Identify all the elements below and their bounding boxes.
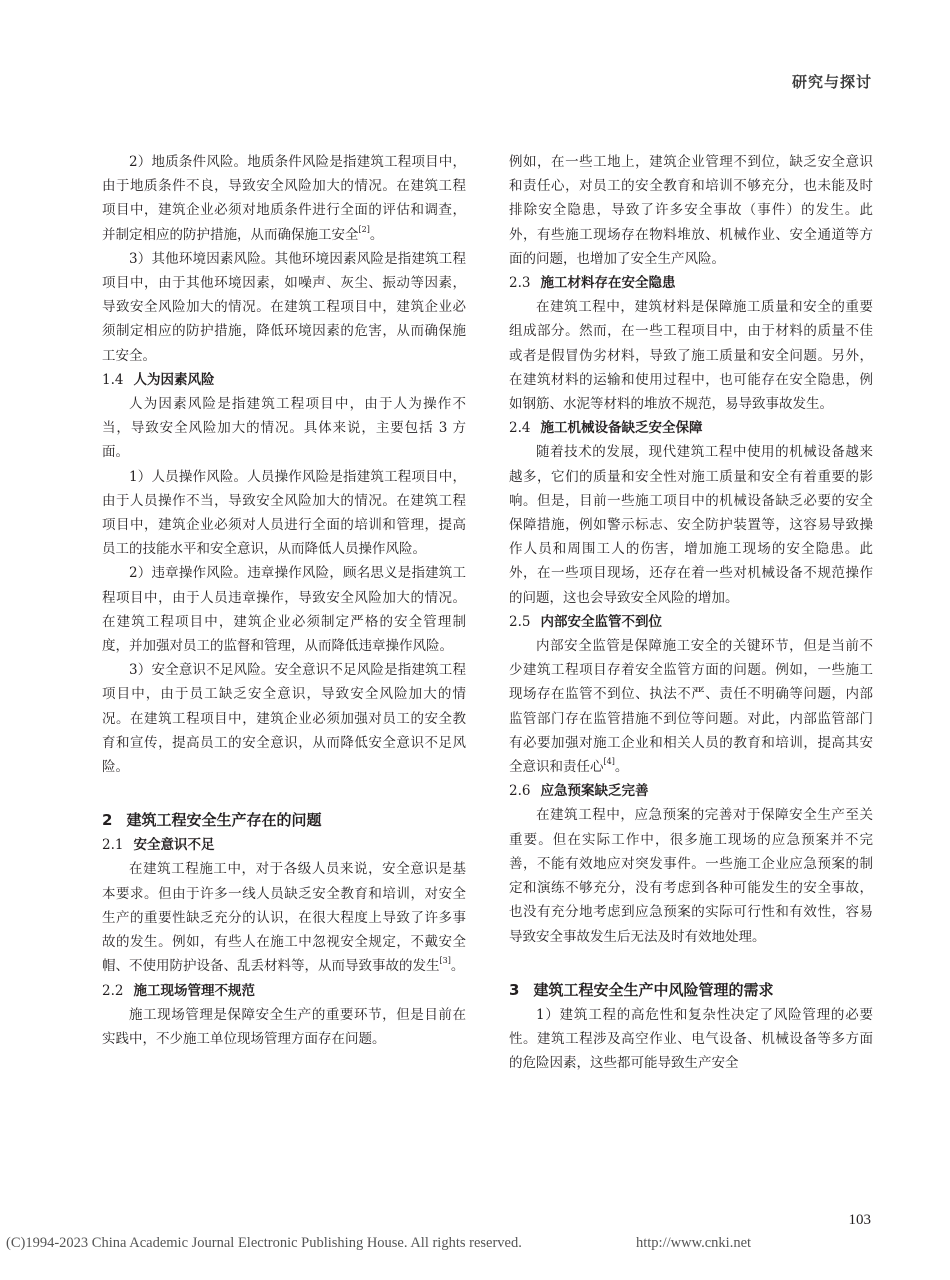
heading-2-2: 2.2 施工现场管理不规范 — [102, 982, 255, 999]
page-number: 103 — [848, 1212, 871, 1228]
paragraph-2-1: 在建筑工程施工中，对于各级人员来说，安全意识是基本要求。但由于许多一线人员缺乏安全教育和培训，对安全生产的重要性缺乏充分的认识，在很大程度上导致了许多事故的发生。例如，有些人在施工中忽视安全规定，不戴安全帽、不使用防护设备、乱丢材料等，从而导致事故的发生[3]。 — [102, 861, 466, 975]
paragraph-environment-risk: 3）其他环境因素风险。其他环境因素风险是指建筑工程项目中，由于其他环境因素，如噪声、灰尘、振动等因素，导致安全风险加大的情况。在建筑工程项目中，建筑企业必须制定相应的防护措施，降低环境因素的危害，从而确保施工安全。 — [102, 250, 466, 364]
section-tag: 研究与探讨 — [791, 73, 872, 91]
paragraph-geology-risk: 2）地质条件风险。地质条件风险是指建筑工程项目中，由于地质条件不良，导致安全风险加大的情况。在建筑工程项目中，建筑企业必须对地质条件进行全面的评估和调查，并制定相应的防护措施，从而确保施工安全[2]。 — [102, 154, 466, 243]
heading-section-3: 3 建筑工程安全生产中风险管理的需求 — [509, 980, 774, 999]
paragraph-2-6: 在建筑工程中，应急预案的完善对于保障安全生产至关重要。但在实际工作中，很多施工现场的应急预案并不完善，不能有效地应对突发事件。一些施工企业应急预案的制定和演练不够充分，没有考虑到各种可能发生的安全事故，也没有充分地考虑到应急预案的实际可行性和有效性，容易导致安全事故发生后无法及时有效地处理。 — [509, 807, 873, 945]
paragraph-operation-risk: 1）人员操作风险。人员操作风险是指建筑工程项目中，由于人员操作不当，导致安全风险加大的情况。在建筑工程项目中，建筑企业必须对人员进行全面的培训和管理，提高员工的技能水平和安全意识，从而降低人员操作风险。 — [102, 468, 466, 558]
heading-1-4: 1.4 人为因素风险 — [102, 371, 215, 388]
paragraph-3-1: 1）建筑工程的高危性和复杂性决定了风险管理的必要性。建筑工程涉及高空作业、电气设备、机械设备等多方面的危险因素，这些都可能导致生产安全 — [509, 1006, 873, 1072]
citation-3[interactable]: [3] — [439, 956, 451, 966]
citation-2[interactable]: [2] — [358, 224, 370, 234]
right-column — [509, 150, 873, 1075]
heading-2-6: 2.6 应急预案缺乏完善 — [509, 783, 649, 800]
paragraph-2-4: 随着技术的发展，现代建筑工程中使用的机械设备越来越多，它们的质量和安全性对施工质量和安全有着重要的影响。但是，目前一些施工项目中的机械设备缺乏必要的安全保障措施，例如警示标志、安全防护装置等，这容易导致操作人员和周围工人的伤害，增加施工现场的安全隐患。此外，在一些项目现场，还存在着一些对机械设备不规范操作的问题，这也会导致安全风险的增加。 — [509, 444, 873, 606]
paragraph-human-factors-intro: 人为因素风险是指建筑工程项目中，由于人为操作不当，导致安全风险加大的情况。具体来说，主要包括 3 方面。 — [102, 396, 466, 461]
paragraph-awareness-risk: 3）安全意识不足风险。安全意识不足风险是指建筑工程项目中，由于员工缺乏安全意识，导致安全风险加大的情况。在建筑工程项目中，建筑企业必须加强对员工的安全教育和宣传，提高员工的安全意识，从而降低安全意识不足风险。 — [102, 662, 466, 776]
paragraph-2-3: 在建筑工程中，建筑材料是保障施工质量和安全的重要组成部分。然而，在一些工程项目中，由于材料的质量不佳或者是假冒伪劣材料，导致了施工质量和安全问题。另外，在建筑材料的运输和使用过程中，也可能存在安全隐患，例如钢筋、水泥等材料的堆放不规范，易导致事故发生。 — [509, 299, 873, 413]
paragraph-2-2: 施工现场管理是保障安全生产的重要环节，但是目前在实践中，不少施工单位现场管理方面存在问题。 — [102, 1006, 466, 1047]
paragraph-violation-risk: 2）违章操作风险。违章操作风险，顾名思义是指建筑工程项目中，由于人员违章操作，导致安全风险加大的情况。在建筑工程项目中，建筑企业必须制定严格的安全管理制度，并加强对员工的监督和管理，从而降低违章操作风险。 — [102, 565, 466, 655]
footer-copyright: (C)1994-2023 China Academic Journal Electronic Publishing House. All rights reserved. — [6, 1235, 522, 1251]
heading-section-2: 2 建筑工程安全生产存在的问题 — [102, 811, 322, 830]
heading-2-1: 2.1 安全意识不足 — [102, 837, 215, 854]
left-column — [102, 150, 466, 1051]
footer-url[interactable]: http://www.cnki.net — [636, 1235, 752, 1251]
paragraph-2-2-continued: 例如，在一些工地上，建筑企业管理不到位，缺乏安全意识和责任心，对员工的安全教育和培训不够充分，也未能及时排除安全隐患，导致了许多安全事故（事件）的发生。此外，有些施工现场存在物料堆放、机械作业、安全通道等方面的问题，也增加了安全生产风险。 — [509, 154, 873, 267]
citation-4[interactable]: [4] — [603, 757, 615, 767]
heading-2-3: 2.3 施工材料存在安全隐患 — [509, 275, 676, 292]
heading-2-4: 2.4 施工机械设备缺乏安全保障 — [509, 420, 703, 437]
heading-2-5: 2.5 内部安全监管不到位 — [509, 613, 662, 630]
paragraph-2-5: 内部安全监管是保障施工安全的关键环节，但是当前不少建筑工程项目存着安全监管方面的问题。例如，一些施工现场存在监管不到位、执法不严、责任不明确等问题，内部监管部门存在监管措施不到位等问题。对此，内部监管部门有必要加强对施工企业和相关人员的教育和培训，提高其安全意识和责任心[4]。 — [509, 638, 873, 776]
